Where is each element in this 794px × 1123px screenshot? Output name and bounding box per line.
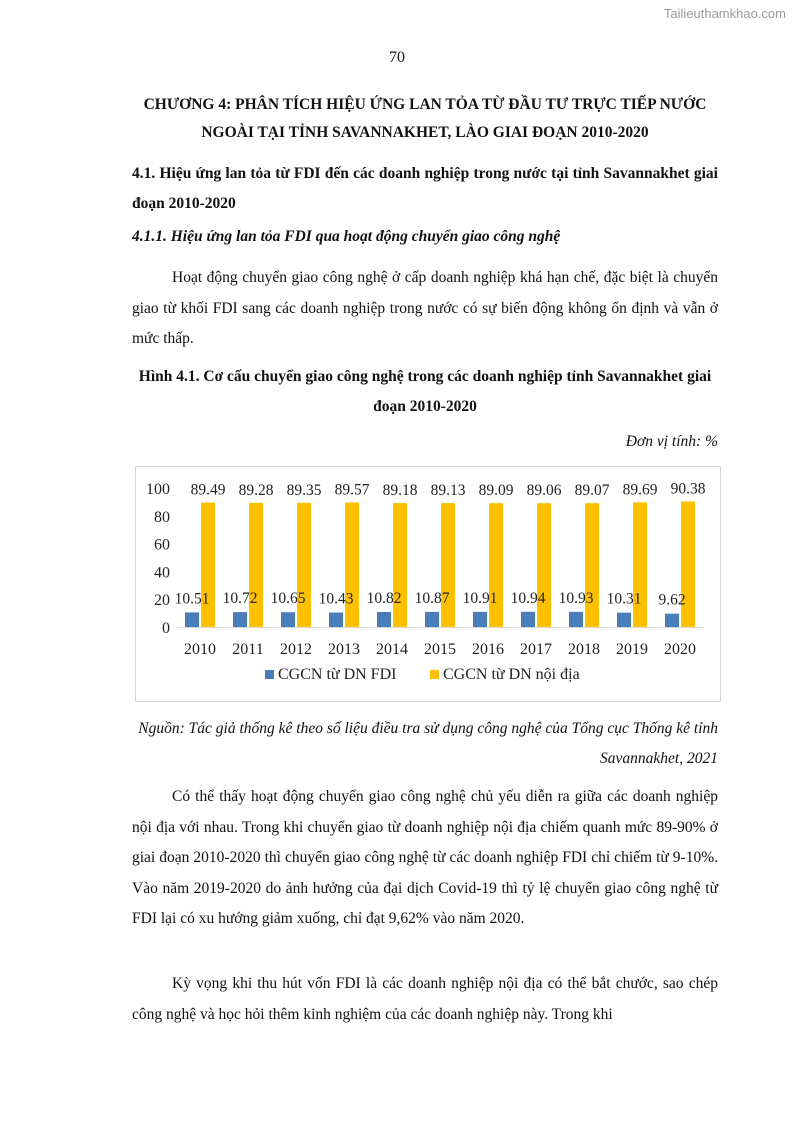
data-label-domestic: 89.57	[334, 481, 370, 499]
bar-fdi	[521, 612, 535, 627]
data-label-domestic: 89.28	[238, 481, 274, 499]
y-tick-label: 80	[154, 508, 170, 526]
y-tick-label: 0	[162, 620, 170, 637]
data-label-domestic: 89.49	[190, 481, 226, 499]
x-tick-label: 2017	[520, 641, 552, 658]
data-label-fdi: 9.62	[658, 591, 686, 609]
data-label-fdi: 10.72	[222, 590, 258, 608]
bar-domestic	[441, 503, 455, 627]
data-label-fdi: 10.65	[270, 590, 306, 608]
data-label-fdi: 10.31	[606, 590, 642, 608]
data-label-fdi: 10.87	[414, 589, 450, 607]
bar-domestic	[585, 503, 599, 627]
bar-fdi	[665, 614, 679, 627]
bar-fdi	[281, 612, 295, 627]
data-label-fdi: 10.82	[366, 589, 402, 607]
data-label-domestic: 89.35	[286, 481, 322, 499]
data-label-fdi: 10.93	[558, 589, 594, 607]
data-label-domestic: 89.18	[382, 482, 418, 500]
bar-fdi	[377, 612, 391, 627]
unit-label: Đơn vị tính: %	[625, 433, 718, 450]
figure-title: Hình 4.1. Cơ cấu chuyển giao công nghệ trong các doanh nghiệp tỉnh Savannakhet giai đoạn 2010-2020	[138, 368, 712, 415]
x-tick-label: 2018	[568, 641, 600, 658]
paragraph-expectation: Kỳ vọng khi thu hút vốn FDI là các doanh nghiệp nội địa có thể bắt chước, sao chép công nghệ và học hỏi thêm kinh nghiệm của các doanh nghiệp này. Trong khi	[132, 975, 718, 1023]
x-tick-label: 2020	[664, 641, 696, 658]
data-label-domestic: 89.06	[526, 482, 562, 500]
data-label-domestic: 89.07	[574, 482, 610, 500]
data-label-fdi: 10.94	[510, 589, 546, 607]
figure-source: Nguồn: Tác giả thống kê theo số liệu điều tra sử dụng công nghệ của Tổng cục Thống kê tỉnh Savannakhet, 2021	[138, 720, 718, 767]
bar-domestic	[489, 503, 503, 627]
x-tick-label: 2015	[424, 641, 456, 658]
bar-domestic	[633, 502, 647, 627]
bar-domestic	[345, 502, 359, 627]
bar-domestic	[297, 503, 311, 627]
paragraph-intro: Hoạt động chuyển giao công nghệ ở cấp doanh nghiệp khá hạn chế, đặc biệt là chuyển giao từ khối FDI sang các doanh nghiệp trong nước có sự biến động không ổn định và vẫn ở mức thấp.	[132, 269, 718, 347]
y-tick-label: 20	[154, 592, 170, 610]
data-label-domestic: 89.13	[430, 482, 466, 500]
chapter-title: CHƯƠNG 4: PHÂN TÍCH HIỆU ỨNG LAN TỎA TỪ ĐẦU TƯ TRỰC TIẾP NƯỚC NGOÀI TẠI TỈNH SAVANNAKHET, LÀO GIAI ĐOẠN 2010-2020	[143, 96, 707, 141]
paragraph-analysis: Có thể thấy hoạt động chuyển giao công nghệ chủ yếu diễn ra giữa các doanh nghiệp nội địa với nhau. Trong khi chuyển giao từ doanh nghiệp nội địa chiếm quanh mức 89-90% ở giai đoạn 2010-2020 thì chuyển giao công nghệ từ các doanh nghiệp FDI chỉ chiếm từ 9-10%. Vào năm 2019-2020 do ảnh hưởng của đại dịch Covid-19 thì tỷ lệ chuyển giao công nghệ từ FDI lại có xu hướng giảm xuống, chỉ đạt 9,62% vào năm 2020.	[132, 788, 718, 927]
bar-fdi	[569, 612, 583, 627]
y-tick-label: 100	[146, 481, 170, 498]
x-tick-label: 2011	[232, 641, 264, 658]
bar-fdi	[185, 612, 199, 627]
legend-swatch-domestic	[430, 670, 439, 679]
page-number: 70	[389, 49, 405, 66]
watermark: Tailieuthamkhao.com	[663, 6, 786, 21]
bar-domestic	[537, 503, 551, 627]
x-tick-label: 2014	[376, 641, 408, 658]
data-label-fdi: 10.51	[174, 590, 210, 608]
bar-chart	[136, 467, 720, 701]
data-label-fdi: 10.43	[318, 590, 354, 608]
legend-label-fdi: CGCN từ DN FDI	[278, 666, 397, 683]
x-tick-label: 2013	[328, 641, 360, 658]
bar-fdi	[329, 613, 343, 627]
bar-fdi	[233, 612, 247, 627]
data-label-fdi: 10.91	[462, 589, 498, 607]
bar-fdi	[617, 613, 631, 627]
data-label-domestic: 89.09	[478, 482, 514, 500]
legend-swatch-fdi	[265, 670, 274, 679]
y-tick-label: 60	[154, 536, 170, 554]
bar-domestic	[249, 503, 263, 627]
chart-container	[135, 466, 721, 702]
x-tick-label: 2019	[616, 641, 648, 658]
x-tick-label: 2010	[184, 641, 216, 658]
legend-label-domestic: CGCN từ DN nội địa	[443, 666, 580, 683]
x-tick-label: 2012	[280, 641, 312, 658]
y-tick-label: 40	[154, 564, 170, 582]
bar-domestic	[201, 503, 215, 627]
data-label-domestic: 90.38	[670, 480, 706, 498]
bar-fdi	[425, 612, 439, 627]
subsection-heading: 4.1.1. Hiệu ứng lan tỏa FDI qua hoạt động chuyển giao công nghệ	[132, 228, 561, 245]
bar-domestic	[393, 503, 407, 627]
x-tick-label: 2016	[472, 641, 504, 658]
bar-fdi	[473, 612, 487, 627]
data-label-domestic: 89.69	[622, 481, 658, 499]
section-heading: 4.1. Hiệu ứng lan tỏa từ FDI đến các doanh nghiệp trong nước tại tỉnh Savannakhet giai đoạn 2010-2020	[132, 165, 718, 212]
